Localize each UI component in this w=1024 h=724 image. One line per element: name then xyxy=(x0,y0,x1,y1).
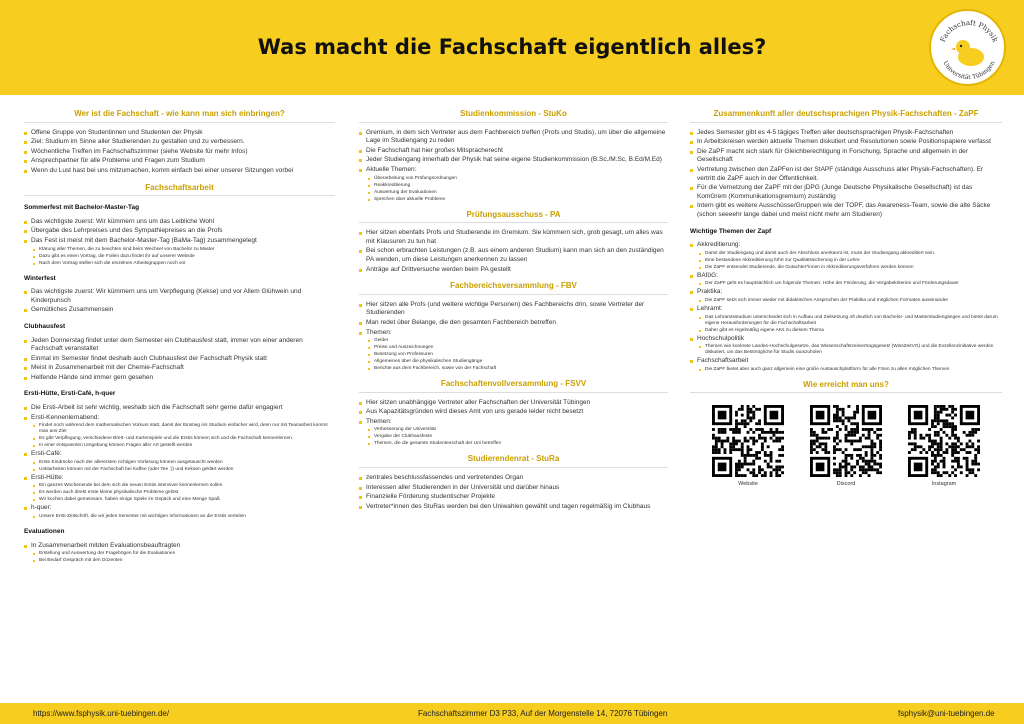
list-item: Fachschaftsarbeit Die ZaPF bietet aber auch ganz allgemein eine große Austauschplattform für alle FSen zu allen möglichen Themen xyxy=(690,357,1002,373)
list-item: Ziel: Studium im Sinne aller Studierenden zu gestalten und zu verbessern. xyxy=(24,138,335,147)
subheading-zapf-themen: Wichtige Themen der Zapf xyxy=(690,227,772,235)
footer-bar xyxy=(0,703,1024,724)
list-item: Hier sitzen ebenfalls Profs und Studierende im Gremium. Sie kümmern sich, grob gesagt, um alles was mit Klausuren zu tun hat xyxy=(359,229,668,246)
sub-list-item: Das Lehramtsstudium unterscheidet sich in Aufbau und Zielsetzung oft deutlich von Bachelor- und Masterstudiengängen und bietet darum eigene Herausforderungen für die Fachschaftsarbeit xyxy=(699,315,1002,327)
sub-list-item: Gelder xyxy=(368,338,668,344)
page-title: Was macht die Fachschaft eigentlich alles? xyxy=(257,35,767,59)
stuko-list xyxy=(359,129,668,203)
column-middle xyxy=(359,108,668,512)
sub-list-item: Die ZaPF setzt sich immer wieder mit didaktischen Ansprüchen der Praktika und möglichen Formaten auseinander xyxy=(699,298,1002,304)
sub-list-item: Die ZaPF entsendet Studierende, die Gutachter*innen in Akkreditierungsverfahren werden können xyxy=(699,265,1002,271)
list-item: Gemütliches Zusammensein xyxy=(24,306,335,315)
list-item: Vertreter*innen des StuRas werden bei den Uniwahlen gewählt und tagen regelmäßig im Clubhaus xyxy=(359,503,668,512)
sub-list-item: Nach dem Vortrag stellen sich die einzelnen Arbeitsgruppen noch vor xyxy=(33,261,335,267)
list-item: Übergabe des Lehrpreises und des Sympathiepreises an die Profs xyxy=(24,227,335,236)
sub-list-item: Bei Bedarf Gespräch mit den Dozenten xyxy=(33,558,335,564)
list-item: Akkreditierung: Damit der Studiengang und damit auch der Abschluss anerkannt ist, muss der Studiengang akkreditiert sein. Eine bestandene Akkreditierung führt zur Qualitätssicherung in der Lehre Die ZaPF entsendet Studierende, die Gutachter*innen in Akkreditierungsverfahren werden können xyxy=(690,241,1002,271)
sub-list-item: Allgemeines über die physikalischen Studiengänge xyxy=(368,359,668,365)
list-item: Intern gibt es weitere Ausschüsse/Gruppen wie der TOPF, das Awareness-Team, sowie die alte Säcke (schon seeeehr lange dabei und meist nicht mehr am Studieren) xyxy=(690,202,1002,219)
qr-code-instagram-icon[interactable] xyxy=(908,405,980,477)
list-item: Einmal im Semester findet deshalb auch Clubhausfest der Fachschaft Physik statt xyxy=(24,355,335,364)
sub-list-item: Wir kochen dabei gemeinsam, haben einige Spiele im Gepäck und eine Menge Spaß xyxy=(33,497,335,503)
svg-text:Universität Tübingen: Universität Tübingen xyxy=(941,59,997,82)
column-left xyxy=(24,108,335,565)
pa-list xyxy=(359,229,668,274)
list-item: Bei schon erbrachten Leistungen (z.B. aus einem anderen Studium) kann man sich an den zuständigen PA wenden, um diese Leistungen anerkennen zu lassen xyxy=(359,247,668,264)
qr-code-row xyxy=(690,405,1002,489)
list-item: Offene Gruppe von Studentinnen und Studenten der Physik xyxy=(24,129,335,138)
qr-instagram[interactable] xyxy=(908,405,980,489)
sub-list-item: Reakkreditierung xyxy=(368,183,668,189)
sub-list-item: Berichte aus dem Fachbereich, sowie von der Fachschaft xyxy=(368,366,668,372)
footer-website-link[interactable]: https://www.fsphysik.uni-tuebingen.de/ xyxy=(33,709,170,718)
sub-list-item: In einer entspannten Umgebung können Fragen aller Art gestellt werden xyxy=(33,443,335,449)
qr-website[interactable] xyxy=(712,405,784,489)
section-heading-pa: Prüfungsausschuss - PA xyxy=(359,211,668,224)
section-heading-contact: Wie erreicht man uns? xyxy=(690,381,1002,394)
fachschaft-list xyxy=(24,129,335,176)
list-item: Praktika: Die ZaPF setzt sich immer wieder mit didaktischen Ansprüchen der Praktika und möglichen Formaten auseinander xyxy=(690,288,1002,304)
sub-list-item: Sprechen über aktuelle Probleme xyxy=(368,197,668,203)
list-item: h-quer: Unsere Ersti-Zeitschrift, die wir jedes Semester mit wichtigen Informationen an die Erstis verteilen xyxy=(24,504,335,520)
list-item: Gremium, in dem sich Vertreter aus dem Fachbereich treffen (Profs und Studis), um über die allgemeine Lage im Studiengang zu reden xyxy=(359,129,668,146)
zapf-list xyxy=(690,129,1002,220)
sub-list-item: Unklarheiten können mit der Fachschaft bei Kaffee (oder Tee :)) und Keksen geklärt werden xyxy=(33,467,335,473)
list-item: Jeden Donnerstag findet unter dem Semester ein Clubhausfest statt, immer von einer anderen Fachschaft veranstaltet xyxy=(24,337,335,354)
sub-list-item: Es gibt Verpflegung, verschiedene Brett- und Kartenspiele und die Erstis können sich und die Fachschaft kennenlernen. xyxy=(33,436,335,442)
sub-list-item: Erstellung und Auswertung der Fragebögen für die Evaluationen xyxy=(33,551,335,557)
subheading-winterfest: Winterfest xyxy=(24,274,56,282)
evaluationen-list xyxy=(24,542,335,565)
list-item: Ansprechpartner für alle Probleme und Fragen zum Studium xyxy=(24,157,335,166)
subheading-clubhausfest: Clubhausfest xyxy=(24,322,66,330)
sub-list-item: Besetzung von Professuren xyxy=(368,352,668,358)
list-item: Themen: Verbesserung der Universität Vergabe der Clubhausfeste Themen, die die gesamte Studentenschaft der Uni betreffen xyxy=(359,418,668,448)
list-item: Die ZaPF macht sich stark für Gleichberechtigung in Forschung, Sprache und allgemein in der Gesellschaft xyxy=(690,148,1002,165)
svg-text:Fachschaft Physik: Fachschaft Physik xyxy=(938,18,1000,44)
list-item: Themen: Gelder Preise und Auszeichnungen Besetzung von Professuren Allgemeines über die physikalischen Studiengänge Berichte aus dem Fachbereich, sowie von der Fachschaft xyxy=(359,329,668,373)
qr-code-website-icon[interactable] xyxy=(712,405,784,477)
sommerfest-list xyxy=(24,218,335,267)
list-item: In Zusammenarbeit mitden Evaluationsbeauftragten Erstellung und Auswertung der Fragebögen für die Evaluationen Bei Bedarf Gespräch mit den Dozenten xyxy=(24,542,335,565)
list-item: Finanzielle Förderung studentischer Projekte xyxy=(359,493,668,502)
list-item: Das wichtigste zuerst: Wir kümmern uns um Verpflegung (Kekse) und vor Allem Glühwein und Kinderpunsch xyxy=(24,288,335,305)
list-item: Für die Vernetzung der ZaPF mit der jDPG (Junge Deutsche Physikalische Gesellschaft) ist das KomGrem (Kommunikationsgremium) zuständig xyxy=(690,184,1002,201)
sub-list-item: Unsere Ersti-Zeitschrift, die wir jedes Semester mit wichtigen Informationen an die Erstis verteilen xyxy=(33,514,335,520)
list-item: Aktuelle Themen: Überarbeitung von Prüfungsordnungen Reakkreditierung Auswertung der Evaluationen Sprechen über aktuelle Probleme xyxy=(359,166,668,203)
list-item: Interessen aller Studierenden in der Universität und darüber hinaus xyxy=(359,484,668,493)
subheading-evaluationen: Evaluationen xyxy=(24,528,65,536)
sub-list-item: Es werden auch direkt erste kleine physikalische Probleme gelöst xyxy=(33,490,335,496)
subheading-ersti: Ersti-Hütte, Ersti-Café, h-quer xyxy=(24,390,116,398)
sub-list-item: Der ZaPF geht es hauptsächlich um folgende Themen: Höhe der Förderung, die Vergabekriterien und Förderungsdauer xyxy=(699,281,1002,287)
qr-code-discord-icon[interactable] xyxy=(810,405,882,477)
list-item: Ersti-Hütte: Ein ganzes Wochenende bei dem sich die neuen Erstis intensiver kennenlernen sollen Es werden auch direkt erste kleine physikalische Probleme gelöst Wir kochen dabei gemeinsam, haben einige Spiele im Gepäck und eine Menge Spaß xyxy=(24,474,335,504)
zapf-themen-list xyxy=(690,241,1002,373)
section-heading-stura: Studierendenrat - StuRa xyxy=(359,455,668,468)
list-item: Helfende Hände sind immer gern gesehen xyxy=(24,374,335,383)
list-item: Das Fest ist meist mit dem Bachelor-Master-Tag (BaMa-Tag) zusammengelegt Klärung aller Themen, die zu beachten sind beim Wechsel von Bachelor zu Master Dazu gibt es einen Vortrag, die Folien dazu findet ihr auf unserer Website Nach dem Vortrag stellen sich die einzelnen Arbeitsgruppen noch vor xyxy=(24,237,335,267)
list-item: Meist in Zusammenarbeit mit der Chemie-Fachschaft xyxy=(24,364,335,373)
list-item: In Arbeitskreisen werden aktuelle Themen diskutiert und Resolutionen sowie Positionspapiere verfasst xyxy=(690,138,1002,147)
list-item: Anträge auf Drittversuche werden beim PA gestellt xyxy=(359,266,668,275)
sub-list-item: Erste Eindrücke nach der allerersten richtigen Vorlesung können ausgetauscht werden xyxy=(33,460,335,466)
list-item: Hier sitzen alle Profs (und weitere wichtige Personen) des Fachbereichs drin, sowie Vertreter der Studierenden xyxy=(359,301,668,318)
sub-list-item: Ein ganzes Wochenende bei dem sich die neuen Erstis intensiver kennenlernen sollen xyxy=(33,483,335,489)
list-item: Aus Kapazitätsgründen wird dieses Amt von uns gerade leider nicht besetzt xyxy=(359,408,668,417)
list-item: zentrales beschlussfassendes und vertretendes Organ xyxy=(359,474,668,483)
list-item: Hier sitzen unabhängige Vertreter aller Fachschaften der Universität Tübingen xyxy=(359,399,668,408)
list-item: Die Ersti-Arbeit ist sehr wichtig, weshalb sich die Fachschaft sehr gerne dafür engagiert xyxy=(24,404,335,413)
list-item: Ersti-Kennenlernabend: Findet noch während dem mathematischen Vorkurs statt, damit der Einstieg ins Studium einfacher wird, denn nur mit Teamarbeit kommt man ans Ziel Es gibt Verpflegung, verschiedene Brett- und Kartenspiele und die Erstis können sich und die Fachschaft kennenlernen. In einer entspannten Umgebung können Fragen aller Art gestellt werden xyxy=(24,414,335,450)
sub-list-item: Klärung aller Themen, die zu beachten sind beim Wechsel von Bachelor zu Master xyxy=(33,247,335,253)
sub-list-item: Auswertung der Evaluationen xyxy=(368,190,668,196)
footer-email-link[interactable]: fsphysik@uni-tuebingen.de xyxy=(898,709,995,718)
sub-list-item: Themen wie konkrete Landes-Hochschulgesetze, das Wissenschaftszeitvertragsgesetz (WissZeitVG) und die Exzellenzinitiative werden diskutiert, um das Bestmögliche für Studis rauszuholen xyxy=(699,344,1002,356)
stura-list xyxy=(359,474,668,511)
list-item: Man redet über Belange, die den gesamten Fachbereich betreffen xyxy=(359,319,668,328)
fbv-list xyxy=(359,301,668,372)
footer-address: Fachschaftszimmer D3 P33, Auf der Morgenstelle 14, 72076 Tübingen xyxy=(418,709,668,718)
section-heading-fbv: Fachbereichsversammlung - FBV xyxy=(359,282,668,295)
sub-list-item: Verbesserung der Universität xyxy=(368,427,668,433)
winterfest-list xyxy=(24,288,335,315)
sub-list-item: Eine bestandene Akkreditierung führt zur Qualitätssicherung in der Lehre xyxy=(699,258,1002,264)
list-item: Hochschulpolitik Themen wie konkrete Landes-Hochschulgesetze, das Wissenschaftszeitvertragsgesetz (WissZeitVG) und die Exzellenzinitiative werden diskutiert, um das Bestmögliche für Studis rauszuholen xyxy=(690,335,1002,357)
sub-list-item: Preise und Auszeichnungen xyxy=(368,345,668,351)
sub-list-item: Vergabe der Clubhausfeste xyxy=(368,434,668,440)
qr-label-website: Website xyxy=(738,481,758,488)
sub-list-item: Themen, die die gesamte Studentenschaft der Uni betreffen xyxy=(368,441,668,447)
clubhausfest-list xyxy=(24,337,335,383)
section-heading-fachschaftsarbeit: Fachschaftsarbeit xyxy=(24,184,335,197)
sub-list-item: Die ZaPF bietet aber auch ganz allgemein eine große Austauschplattform für alle FSen zu allen möglichen Themen xyxy=(699,367,1002,373)
list-item: Jedes Semester gibt es 4-5 tägiges Treffen aller deutschsprachigen Physik-Fachschaften xyxy=(690,129,1002,138)
qr-discord[interactable] xyxy=(810,405,882,489)
qr-label-instagram: Instagram xyxy=(931,481,957,488)
fachschaft-logo xyxy=(929,9,1006,86)
list-item: Lehramt: Das Lehramtsstudium unterscheidet sich in Aufbau und Zielsetzung oft deutlich von Bachelor- und Masterstudiengängen und bietet darum eigene Herausforderungen für die Fachschaftsarbeit Daher gibt es regelmäßig eigene AKs zu diesem Thema xyxy=(690,305,1002,334)
column-right xyxy=(690,108,1002,489)
section-heading-zapf: Zusammenkunft aller deutschsprachigen Physik-Fachschaften - ZaPF xyxy=(690,110,1002,123)
list-item: Die Fachschaft hat hier großes Mitspracherecht xyxy=(359,147,668,156)
list-item: Wenn du Lust hast bei uns mitzumachen, komm einfach bei einer unserer Sitzungen vorbei xyxy=(24,167,335,176)
list-item: Wöchentliche Treffen im Fachschaftszimmer (siehe Website für mehr Infos) xyxy=(24,148,335,157)
subheading-sommerfest: Sommerfest mit Bachelor-Master-Tag xyxy=(24,204,140,212)
list-item: Ersti-Café: Erste Eindrücke nach der allerersten richtigen Vorlesung können ausgetauscht werden Unklarheiten können mit der Fachschaft bei Kaffee (oder Tee :)) und Keksen geklärt werden xyxy=(24,450,335,473)
fsvv-list xyxy=(359,399,668,448)
list-item: BAföG: Der ZaPF geht es hauptsächlich um folgende Themen: Höhe der Förderung, die Vergabekriterien und Förderungsdauer xyxy=(690,272,1002,288)
sub-list-item: Dazu gibt es einen Vortrag, die Folien dazu findet ihr auf unserer Website xyxy=(33,254,335,260)
qr-label-discord: Discord xyxy=(836,481,856,488)
ersti-list xyxy=(24,404,335,520)
section-heading-fachschaft: Wer ist die Fachschaft - wie kann man sich einbringen? xyxy=(24,110,335,123)
sub-list-item: Findet noch während dem mathematischen Vorkurs statt, damit der Einstieg ins Studium einfacher wird, denn nur mit Teamarbeit kommt man ans Ziel xyxy=(33,423,335,435)
section-heading-fsvv: Fachschaftenvollversammlung - FSVV xyxy=(359,380,668,393)
sub-list-item: Überarbeitung von Prüfungsordnungen xyxy=(368,176,668,182)
sub-list-item: Daher gibt es regelmäßig eigene AKs zu diesem Thema xyxy=(699,328,1002,334)
list-item: Vertretung zwischen den ZaPFen ist der StAPF (ständige Ausschuss aller Physik-Fachschaften). Er vertritt die ZaPF auch in der Öffentlichkeit. xyxy=(690,166,1002,183)
list-item: Das wichtigste zuerst: Wir kümmern uns um das Leibliche Wohl xyxy=(24,218,335,227)
section-heading-stuko: Studienkommission - StuKo xyxy=(359,110,668,123)
sub-list-item: Damit der Studiengang und damit auch der Abschluss anerkannt ist, muss der Studiengang akkreditiert sein. xyxy=(699,251,1002,257)
list-item: Jeder Studiengang innerhalb der Physik hat seine eigene Studienkommission (B.Sc./M.Sc, B.Ed/M.Ed) xyxy=(359,156,668,165)
